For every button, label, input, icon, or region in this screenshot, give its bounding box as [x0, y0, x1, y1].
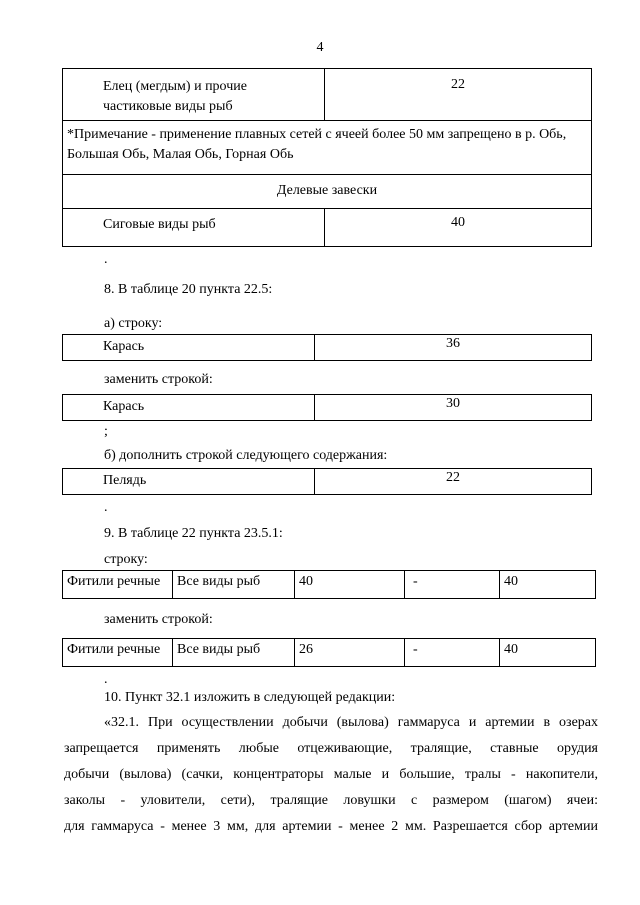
- table-row: [63, 335, 592, 361]
- section-header-cell: Делевые завески: [63, 175, 592, 209]
- fishing-gear-table: [62, 68, 592, 247]
- replacement-row-table: [62, 394, 592, 421]
- species-cell: Все виды рыб: [173, 639, 295, 667]
- paragraph-line: запрещается применять любые отцеживающие, тралящие, ставные орудия: [64, 741, 598, 756]
- replacement-gear-row-table: [62, 638, 596, 667]
- gear-cell: Фитили речные: [63, 639, 173, 667]
- table-row: [63, 209, 592, 247]
- item-8b-text: б) дополнить строкой следующего содержания:: [104, 448, 388, 463]
- paragraph-line: для гаммаруса - менее 3 мм, для артемии - менее 2 мм. Разрешается сбор артемии: [64, 819, 598, 834]
- replace-text: заменить строкой:: [104, 612, 213, 627]
- table-row: [63, 175, 592, 209]
- semicolon-mark: ;: [104, 424, 108, 439]
- table-row: [63, 639, 596, 667]
- value-cell: 22: [325, 69, 592, 121]
- item-8a-text: а) строку:: [104, 316, 163, 331]
- item-8-heading: 8. В таблице 20 пункта 22.5:: [104, 282, 273, 297]
- value-cell: 26: [295, 639, 405, 667]
- period-mark: .: [104, 252, 108, 267]
- table-row: [63, 121, 592, 175]
- value-cell: 40: [500, 639, 596, 667]
- paragraph-32-1: [64, 710, 598, 840]
- value-cell: -: [405, 639, 500, 667]
- period-mark: .: [104, 672, 108, 687]
- value-cell: 22: [315, 469, 592, 495]
- value-cell: -: [405, 571, 500, 599]
- period-mark: .: [104, 500, 108, 515]
- species-cell: Елец (мегдым) и прочие частиковые виды рыб: [63, 69, 325, 121]
- paragraph-line: добычи (вылова) (сачки, концентраторы малые и большие, тралы - накопители,: [64, 767, 598, 782]
- paragraph-line: «32.1. При осуществлении добычи (вылова) гаммаруса и артемии в озерах: [104, 715, 598, 730]
- page-number: 4: [316, 40, 324, 55]
- note-cell: *Примечание - применение плавных сетей с ячеей более 50 мм запрещено в р. Обь, Большая Обь, Малая Обь, Горная Обь: [63, 121, 592, 175]
- species-cell: Сиговые виды рыб: [63, 209, 325, 247]
- species-cell: Карась: [63, 335, 315, 361]
- item-10-heading: 10. Пункт 32.1 изложить в следующей редакции:: [104, 690, 396, 705]
- item-9a-text: строку:: [104, 552, 148, 567]
- gear-cell: Фитили речные: [63, 571, 173, 599]
- item-9-heading: 9. В таблице 22 пункта 23.5.1:: [104, 526, 283, 541]
- replace-text: заменить строкой:: [104, 372, 213, 387]
- species-cell: Карась: [63, 395, 315, 421]
- table-row: [63, 571, 596, 599]
- table-row: [63, 69, 592, 121]
- original-row-table: [62, 334, 592, 361]
- species-cell: Все виды рыб: [173, 571, 295, 599]
- table-row: [63, 395, 592, 421]
- paragraph-line: заколы - уловители, сети), тралящие ловушки с размером (шагом) ячеи:: [64, 793, 598, 808]
- value-cell: 40: [295, 571, 405, 599]
- value-cell: 36: [315, 335, 592, 361]
- species-cell: Пелядь: [63, 469, 315, 495]
- original-gear-row-table: [62, 570, 596, 599]
- value-cell: 30: [315, 395, 592, 421]
- value-cell: 40: [325, 209, 592, 247]
- added-row-table: [62, 468, 592, 495]
- table-row: [63, 469, 592, 495]
- value-cell: 40: [500, 571, 596, 599]
